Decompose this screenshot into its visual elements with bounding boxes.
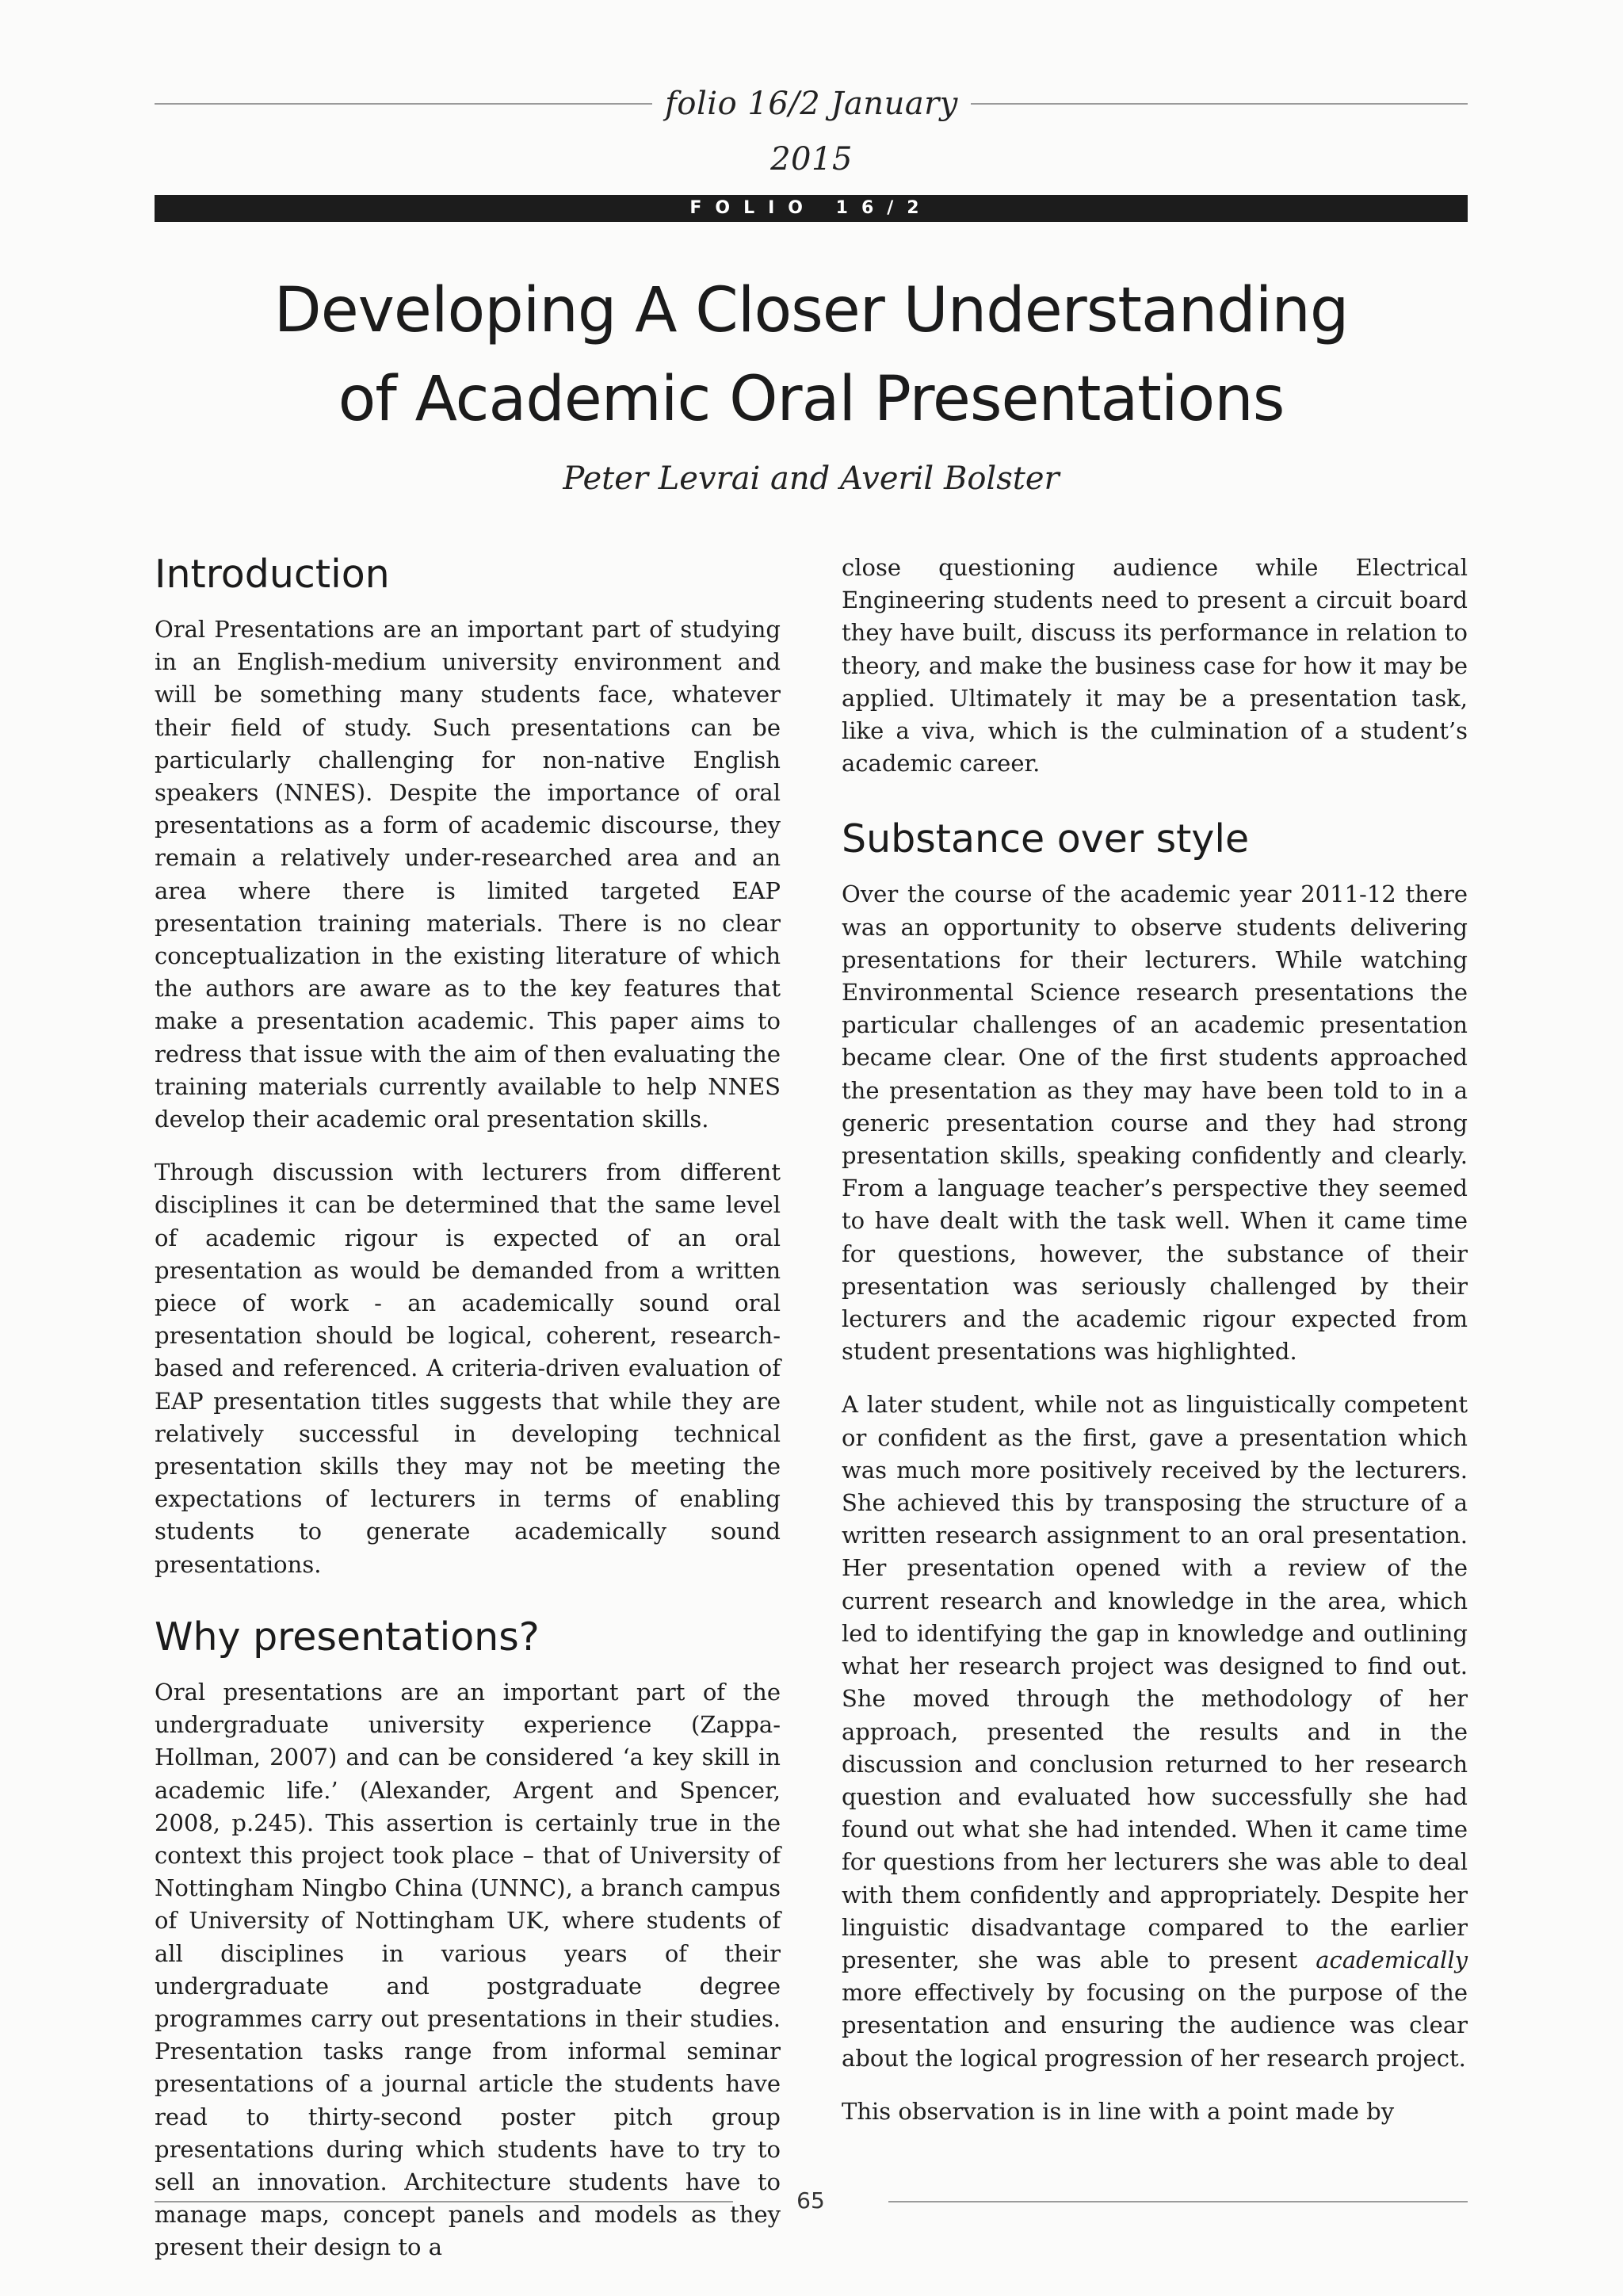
page-footer [155, 2181, 1468, 2221]
page-number: 65 [796, 2187, 825, 2214]
introduction-paragraph-1: Oral Presentations are an important part of studying in an English-medium university environment and will be something many students face, whatever their field of study. Such presentations can be particularly challenging for non-native English speakers (NNES). Despite the importance of oral presentations as a form of academic discourse, they remain a relatively under-researched area and an area where there is limited targeted EAP presentation training materials. There is no clear conceptualization in the existing literature of which the authors are aware as to the key features that make a presentation academic. This paper aims to redress that issue with the aim of then evaluating the training materials currently available to help NNES develop their academic oral presentation skills. [155, 616, 781, 1133]
section-heading-substance-over-style: Substance over style [842, 816, 1250, 862]
section-heading-introduction: Introduction [155, 552, 390, 597]
substance-paragraph-2-part-2: more effectively by focusing on the purpose of the presentation and ensuring the audience was clear about the logical progression of her research project. [842, 1979, 1468, 2072]
article-title [155, 266, 1468, 444]
footer-rule-right [888, 2201, 1468, 2202]
substance-paragraph-2 [842, 1389, 1468, 2074]
substance-paragraph-3: This observation is in line with a point made by [842, 2097, 1395, 2125]
issue-band: FOLIO 16/2 [155, 195, 1468, 222]
why-presentations-paragraph-1: Oral presentations are an important part of the undergraduate university experience (Zappa-Hollman, 2007) and can be considered ‘a key skill in academic life.’ (Alexander, Argent and Spencer, 2008, p.245). This assertion is certainly true in the context this project took place – that of University of Nottingham Ningbo China (UNNC), a branch campus of University of Nottingham UK, where students of all disciplines in various years of their undergraduate and postgraduate degree programmes carry out presentations in their studies. Presentation tasks range from informal seminar presentations of a journal article the students have read to thirty-second poster pitch group presentations during which students have to try to sell an innovation. Architecture students have to manage maps, concept panels and models as they present their design to a [155, 1678, 781, 2261]
substance-paragraph-1: Over the course of the academic year 2011-12 there was an opportunity to observe students delivering presentations for their lecturers. While watching Environmental Science research presentations the particular challenges of an academic presentation became clear. One of the first students approached the presentation as they may have been told to in a generic presentation course and they had strong presentation skills, speaking confidently and clearly. From a language teacher’s perspective they seemed to have dealt with the task well. When it came time for questions, however, the substance of their presentation was seriously challenged by their lecturers and the academic rigour expected from student presentations was highlighted. [842, 881, 1468, 1366]
header-rule-left [155, 103, 652, 105]
running-title: folio 16/2 January 2015 [665, 86, 958, 178]
substance-paragraph-2-emphasis: academically [1316, 1946, 1468, 1973]
header-rule-right [971, 103, 1468, 105]
why-presentations-paragraph-continued: close questioning audience while Electrical Engineering students need to present a circuit board they have built, discuss its performance in relation to theory, and make the business case for how it may be applied. Ultimately it may be a presentation task, like a viva, which is the culmination of a student’s academic career. [842, 554, 1468, 777]
running-header [155, 76, 1468, 178]
right-column [842, 552, 1468, 2149]
left-column [155, 547, 781, 2285]
article-title-line-1: Developing A Closer Understanding [273, 275, 1349, 346]
introduction-paragraph-2: Through discussion with lecturers from different disciplines it can be determined that the same level of academic rigour is expected of an oral presentation as would be demanded from a written piece of work - an academically sound oral presentation should be logical, coherent, research-based and referenced. A criteria-driven evaluation of EAP presentation titles suggests that while they are relatively successful in developing technical presentation skills they may not be meeting the expectations of lecturers in terms of enabling students to generate academically sound presentations. [155, 1159, 781, 1578]
section-heading-why-presentations: Why presentations? [155, 1614, 540, 1660]
substance-paragraph-2-part-1: A later student, while not as linguistically competent or confident as the first, gave a presentation which was much more positively received by the lecturers. She achieved this by transposing the structure of a written research assignment to an oral presentation. Her presentation opened with a review of the current research and knowledge in the area, which led to identifying the gap in knowledge and outlining what her research project was designed to find out. She moved through the methodology of her approach, presented the results and in the discussion and conclusion returned to her research question and evaluated how successfully she had found out what she had intended. When it came time for questions from her lecturers she was able to deal with them confidently and appropriately. Despite her linguistic disadvantage compared to the earlier presenter, she was able to present [842, 1391, 1468, 1973]
footer-rule-left [155, 2201, 733, 2202]
article-authors: Peter Levrai and Averil Bolster [563, 460, 1060, 497]
article-title-line-2: of Academic Oral Presentations [338, 364, 1285, 435]
